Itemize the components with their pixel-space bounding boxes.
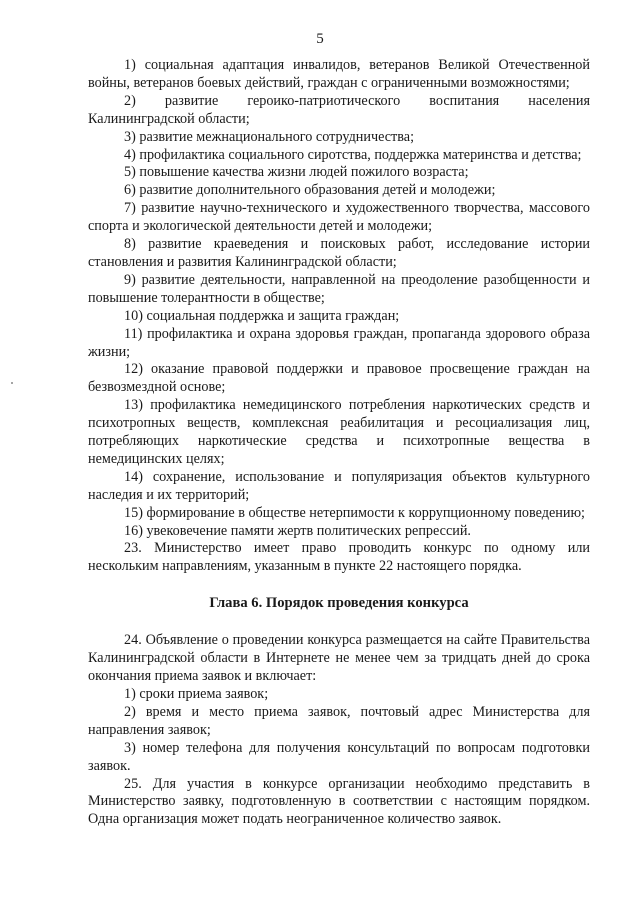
list-item: 5) повышение качества жизни людей пожилого возраста;	[124, 164, 469, 181]
list-item: 13) профилактика немедицинского потребления наркотических средств и психотропных веществ, комплексная реабилитация и ресоциализация лиц, потребляющих наркотические средства и психотропные вещества в немедицинских целях;	[88, 397, 590, 467]
list-item: 12) оказание правовой поддержки и правовое просвещение граждан на безвозмездной основе;	[88, 361, 590, 396]
list-item: 6) развитие дополнительного образования детей и молодежи;	[124, 182, 496, 199]
scan-speck	[11, 382, 13, 384]
list-item: 3) номер телефона для получения консультаций по вопросам подготовки заявок.	[88, 739, 590, 774]
page-number: 5	[316, 31, 324, 47]
list-item: 2) время и место приема заявок, почтовый адрес Министерства для направления заявок;	[88, 703, 590, 738]
clause-25: 25. Для участия в конкурсе организации необходимо представить в Министерство заявку, подготовленную в соответствии с настоящим порядком. Одна организация может подать неограниченное количество заявок.	[88, 775, 590, 828]
list-item: 1) социальная адаптация инвалидов, ветеранов Великой Отечественной войны, ветеранов боевых действий, граждан с ограниченными возможностями;	[88, 57, 590, 91]
list-item: 1) сроки приема заявок;	[124, 686, 269, 702]
list-item: 16) увековечение памяти жертв политических репрессий.	[124, 522, 471, 539]
list-item: 15) формирование в обществе нетерпимости к коррупционному поведению;	[124, 504, 585, 521]
list-item: 8) развитие краеведения и поисковых работ, исследование истории становления и развития Калининградской области;	[88, 236, 590, 270]
list-item: 4) профилактика социального сиротства, поддержка материнства и детства;	[124, 146, 582, 163]
list-item: 9) развитие деятельности, направленной на преодоление разобщенности и повышение толерантности в обществе;	[88, 271, 590, 306]
page-body	[88, 57, 590, 829]
list-item: 2) развитие героико-патриотического воспитания населения Калининградской области;	[88, 92, 590, 127]
list-item: 7) развитие научно-технического и художественного творчества, массового спорта и экологической деятельности детей и молодежи;	[88, 200, 590, 235]
list-item: 10) социальная поддержка и защита граждан;	[124, 307, 400, 324]
list-item: 11) профилактика и охрана здоровья граждан, пропаганда здорового образа жизни;	[88, 325, 590, 360]
chapter-heading: Глава 6. Порядок проведения конкурса	[209, 595, 469, 612]
clause-24: 24. Объявление о проведении конкурса размещается на сайте Правительства Калининградской области в Интернете не менее чем за тридцать дней до срока окончания приема заявок и включает:	[88, 632, 590, 685]
list-item: 14) сохранение, использование и популяризация объектов культурного наследия и их территорий;	[88, 468, 590, 503]
list-item: 3) развитие межнационального сотрудничества;	[124, 128, 415, 145]
clause-23: 23. Министерство имеет право проводить конкурс по одному или нескольким направлениям, указанным в пункте 22 настоящего порядка.	[88, 540, 590, 575]
